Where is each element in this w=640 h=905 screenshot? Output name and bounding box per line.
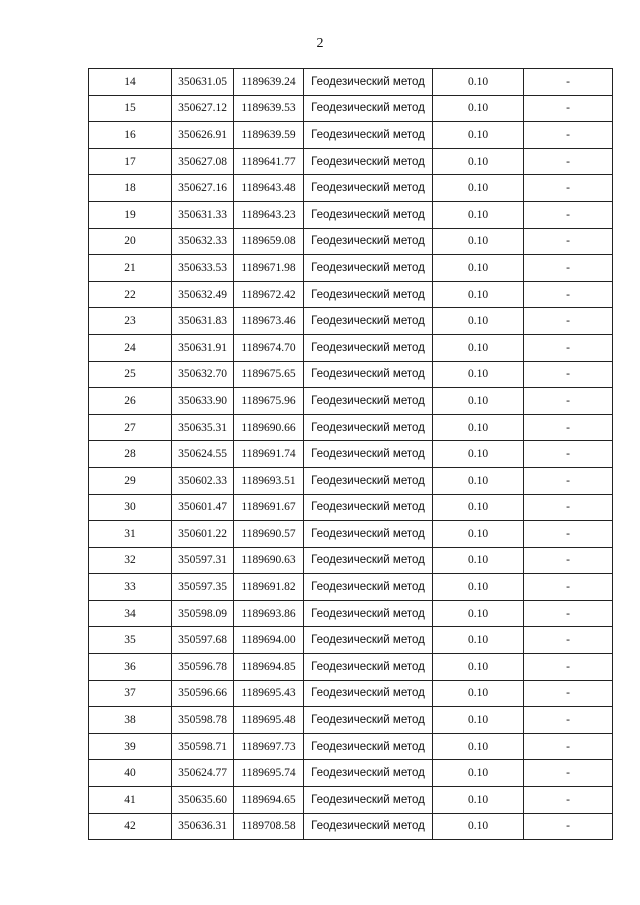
x-coordinate-cell: 350626.91 (172, 122, 234, 149)
point-number-cell: 34 (89, 600, 172, 627)
point-number-cell: 36 (89, 654, 172, 681)
table-row (89, 361, 613, 388)
description-cell: - (524, 228, 613, 255)
x-coordinate-cell: 350636.31 (172, 813, 234, 840)
x-coordinate-cell: 350632.49 (172, 281, 234, 308)
point-number-cell: 18 (89, 175, 172, 202)
point-number-cell: 35 (89, 627, 172, 654)
x-coordinate-cell: 350631.83 (172, 308, 234, 335)
table-row (89, 388, 613, 415)
description-cell: - (524, 600, 613, 627)
description-cell: - (524, 467, 613, 494)
method-cell: Геодезический метод (304, 707, 433, 734)
y-coordinate-cell: 1189675.65 (234, 361, 304, 388)
method-cell: Геодезический метод (304, 627, 433, 654)
table-row (89, 334, 613, 361)
description-cell: - (524, 787, 613, 814)
table-row (89, 547, 613, 574)
x-coordinate-cell: 350627.08 (172, 148, 234, 175)
y-coordinate-cell: 1189673.46 (234, 308, 304, 335)
accuracy-cell: 0.10 (433, 255, 524, 282)
table-row (89, 69, 613, 96)
y-coordinate-cell: 1189659.08 (234, 228, 304, 255)
table-row (89, 308, 613, 335)
description-cell: - (524, 308, 613, 335)
description-cell: - (524, 361, 613, 388)
description-cell: - (524, 334, 613, 361)
point-number-cell: 22 (89, 281, 172, 308)
method-cell: Геодезический метод (304, 521, 433, 548)
point-number-cell: 41 (89, 787, 172, 814)
accuracy-cell: 0.10 (433, 148, 524, 175)
method-cell: Геодезический метод (304, 760, 433, 787)
table-row (89, 654, 613, 681)
table-row (89, 441, 613, 468)
y-coordinate-cell: 1189695.48 (234, 707, 304, 734)
accuracy-cell: 0.10 (433, 813, 524, 840)
point-number-cell: 14 (89, 69, 172, 96)
description-cell: - (524, 281, 613, 308)
y-coordinate-cell: 1189694.85 (234, 654, 304, 681)
point-number-cell: 29 (89, 467, 172, 494)
point-number-cell: 20 (89, 228, 172, 255)
point-number-cell: 33 (89, 574, 172, 601)
accuracy-cell: 0.10 (433, 733, 524, 760)
point-number-cell: 24 (89, 334, 172, 361)
method-cell: Геодезический метод (304, 334, 433, 361)
point-number-cell: 17 (89, 148, 172, 175)
point-number-cell: 16 (89, 122, 172, 149)
point-number-cell: 32 (89, 547, 172, 574)
accuracy-cell: 0.10 (433, 175, 524, 202)
description-cell: - (524, 813, 613, 840)
description-cell: - (524, 574, 613, 601)
x-coordinate-cell: 350596.66 (172, 680, 234, 707)
table-row (89, 148, 613, 175)
accuracy-cell: 0.10 (433, 521, 524, 548)
method-cell: Геодезический метод (304, 467, 433, 494)
method-cell: Геодезический метод (304, 654, 433, 681)
accuracy-cell: 0.10 (433, 680, 524, 707)
y-coordinate-cell: 1189690.63 (234, 547, 304, 574)
accuracy-cell: 0.10 (433, 414, 524, 441)
description-cell: - (524, 441, 613, 468)
accuracy-cell: 0.10 (433, 787, 524, 814)
accuracy-cell: 0.10 (433, 707, 524, 734)
y-coordinate-cell: 1189691.74 (234, 441, 304, 468)
description-cell: - (524, 414, 613, 441)
y-coordinate-cell: 1189672.42 (234, 281, 304, 308)
table-row (89, 574, 613, 601)
y-coordinate-cell: 1189639.53 (234, 95, 304, 122)
coordinates-table (88, 68, 613, 840)
point-number-cell: 19 (89, 201, 172, 228)
x-coordinate-cell: 350631.05 (172, 69, 234, 96)
table-row (89, 813, 613, 840)
method-cell: Геодезический метод (304, 95, 433, 122)
point-number-cell: 28 (89, 441, 172, 468)
x-coordinate-cell: 350624.77 (172, 760, 234, 787)
x-coordinate-cell: 350597.68 (172, 627, 234, 654)
x-coordinate-cell: 350632.70 (172, 361, 234, 388)
y-coordinate-cell: 1189693.51 (234, 467, 304, 494)
x-coordinate-cell: 350601.22 (172, 521, 234, 548)
method-cell: Геодезический метод (304, 361, 433, 388)
table-row (89, 255, 613, 282)
method-cell: Геодезический метод (304, 69, 433, 96)
accuracy-cell: 0.10 (433, 388, 524, 415)
table-row (89, 228, 613, 255)
method-cell: Геодезический метод (304, 388, 433, 415)
x-coordinate-cell: 350633.53 (172, 255, 234, 282)
point-number-cell: 38 (89, 707, 172, 734)
method-cell: Геодезический метод (304, 308, 433, 335)
description-cell: - (524, 175, 613, 202)
accuracy-cell: 0.10 (433, 441, 524, 468)
x-coordinate-cell: 350602.33 (172, 467, 234, 494)
point-number-cell: 21 (89, 255, 172, 282)
y-coordinate-cell: 1189708.58 (234, 813, 304, 840)
y-coordinate-cell: 1189694.65 (234, 787, 304, 814)
accuracy-cell: 0.10 (433, 228, 524, 255)
y-coordinate-cell: 1189691.82 (234, 574, 304, 601)
accuracy-cell: 0.10 (433, 627, 524, 654)
description-cell: - (524, 201, 613, 228)
y-coordinate-cell: 1189691.67 (234, 494, 304, 521)
table-row (89, 467, 613, 494)
table-row (89, 95, 613, 122)
accuracy-cell: 0.10 (433, 574, 524, 601)
table-row (89, 281, 613, 308)
method-cell: Геодезический метод (304, 441, 433, 468)
method-cell: Геодезический метод (304, 175, 433, 202)
point-number-cell: 23 (89, 308, 172, 335)
accuracy-cell: 0.10 (433, 308, 524, 335)
y-coordinate-cell: 1189674.70 (234, 334, 304, 361)
accuracy-cell: 0.10 (433, 201, 524, 228)
y-coordinate-cell: 1189695.43 (234, 680, 304, 707)
accuracy-cell: 0.10 (433, 494, 524, 521)
page-number: 2 (316, 36, 324, 51)
y-coordinate-cell: 1189639.24 (234, 69, 304, 96)
point-number-cell: 42 (89, 813, 172, 840)
method-cell: Геодезический метод (304, 414, 433, 441)
description-cell: - (524, 547, 613, 574)
x-coordinate-cell: 350597.35 (172, 574, 234, 601)
point-number-cell: 40 (89, 760, 172, 787)
x-coordinate-cell: 350597.31 (172, 547, 234, 574)
table-row (89, 201, 613, 228)
table-row (89, 521, 613, 548)
table-row (89, 494, 613, 521)
accuracy-cell: 0.10 (433, 654, 524, 681)
method-cell: Геодезический метод (304, 733, 433, 760)
method-cell: Геодезический метод (304, 201, 433, 228)
coordinates-table-body (89, 69, 613, 840)
point-number-cell: 25 (89, 361, 172, 388)
description-cell: - (524, 148, 613, 175)
y-coordinate-cell: 1189641.77 (234, 148, 304, 175)
accuracy-cell: 0.10 (433, 95, 524, 122)
table-row (89, 627, 613, 654)
accuracy-cell: 0.10 (433, 600, 524, 627)
method-cell: Геодезический метод (304, 228, 433, 255)
point-number-cell: 30 (89, 494, 172, 521)
x-coordinate-cell: 350627.16 (172, 175, 234, 202)
y-coordinate-cell: 1189690.66 (234, 414, 304, 441)
y-coordinate-cell: 1189643.48 (234, 175, 304, 202)
method-cell: Геодезический метод (304, 494, 433, 521)
point-number-cell: 39 (89, 733, 172, 760)
accuracy-cell: 0.10 (433, 467, 524, 494)
description-cell: - (524, 69, 613, 96)
x-coordinate-cell: 350632.33 (172, 228, 234, 255)
point-number-cell: 31 (89, 521, 172, 548)
x-coordinate-cell: 350624.55 (172, 441, 234, 468)
table-row (89, 414, 613, 441)
table-row (89, 760, 613, 787)
accuracy-cell: 0.10 (433, 760, 524, 787)
table-row (89, 707, 613, 734)
table-row (89, 680, 613, 707)
y-coordinate-cell: 1189693.86 (234, 600, 304, 627)
y-coordinate-cell: 1189643.23 (234, 201, 304, 228)
y-coordinate-cell: 1189690.57 (234, 521, 304, 548)
method-cell: Геодезический метод (304, 122, 433, 149)
accuracy-cell: 0.10 (433, 361, 524, 388)
description-cell: - (524, 707, 613, 734)
x-coordinate-cell: 350631.33 (172, 201, 234, 228)
description-cell: - (524, 654, 613, 681)
table-row (89, 733, 613, 760)
x-coordinate-cell: 350598.71 (172, 733, 234, 760)
description-cell: - (524, 122, 613, 149)
description-cell: - (524, 255, 613, 282)
point-number-cell: 37 (89, 680, 172, 707)
y-coordinate-cell: 1189695.74 (234, 760, 304, 787)
description-cell: - (524, 680, 613, 707)
method-cell: Геодезический метод (304, 547, 433, 574)
y-coordinate-cell: 1189697.73 (234, 733, 304, 760)
method-cell: Геодезический метод (304, 148, 433, 175)
table-row (89, 175, 613, 202)
description-cell: - (524, 388, 613, 415)
description-cell: - (524, 95, 613, 122)
table-row (89, 122, 613, 149)
description-cell: - (524, 760, 613, 787)
description-cell: - (524, 733, 613, 760)
method-cell: Геодезический метод (304, 255, 433, 282)
method-cell: Геодезический метод (304, 680, 433, 707)
accuracy-cell: 0.10 (433, 547, 524, 574)
accuracy-cell: 0.10 (433, 69, 524, 96)
table-row (89, 787, 613, 814)
x-coordinate-cell: 350631.91 (172, 334, 234, 361)
method-cell: Геодезический метод (304, 600, 433, 627)
point-number-cell: 26 (89, 388, 172, 415)
x-coordinate-cell: 350635.60 (172, 787, 234, 814)
accuracy-cell: 0.10 (433, 281, 524, 308)
point-number-cell: 27 (89, 414, 172, 441)
accuracy-cell: 0.10 (433, 334, 524, 361)
point-number-cell: 15 (89, 95, 172, 122)
x-coordinate-cell: 350598.78 (172, 707, 234, 734)
method-cell: Геодезический метод (304, 787, 433, 814)
description-cell: - (524, 494, 613, 521)
x-coordinate-cell: 350601.47 (172, 494, 234, 521)
x-coordinate-cell: 350635.31 (172, 414, 234, 441)
table-row (89, 600, 613, 627)
x-coordinate-cell: 350627.12 (172, 95, 234, 122)
description-cell: - (524, 521, 613, 548)
method-cell: Геодезический метод (304, 281, 433, 308)
x-coordinate-cell: 350598.09 (172, 600, 234, 627)
y-coordinate-cell: 1189694.00 (234, 627, 304, 654)
y-coordinate-cell: 1189639.59 (234, 122, 304, 149)
x-coordinate-cell: 350633.90 (172, 388, 234, 415)
method-cell: Геодезический метод (304, 574, 433, 601)
y-coordinate-cell: 1189671.98 (234, 255, 304, 282)
x-coordinate-cell: 350596.78 (172, 654, 234, 681)
method-cell: Геодезический метод (304, 813, 433, 840)
description-cell: - (524, 627, 613, 654)
y-coordinate-cell: 1189675.96 (234, 388, 304, 415)
accuracy-cell: 0.10 (433, 122, 524, 149)
